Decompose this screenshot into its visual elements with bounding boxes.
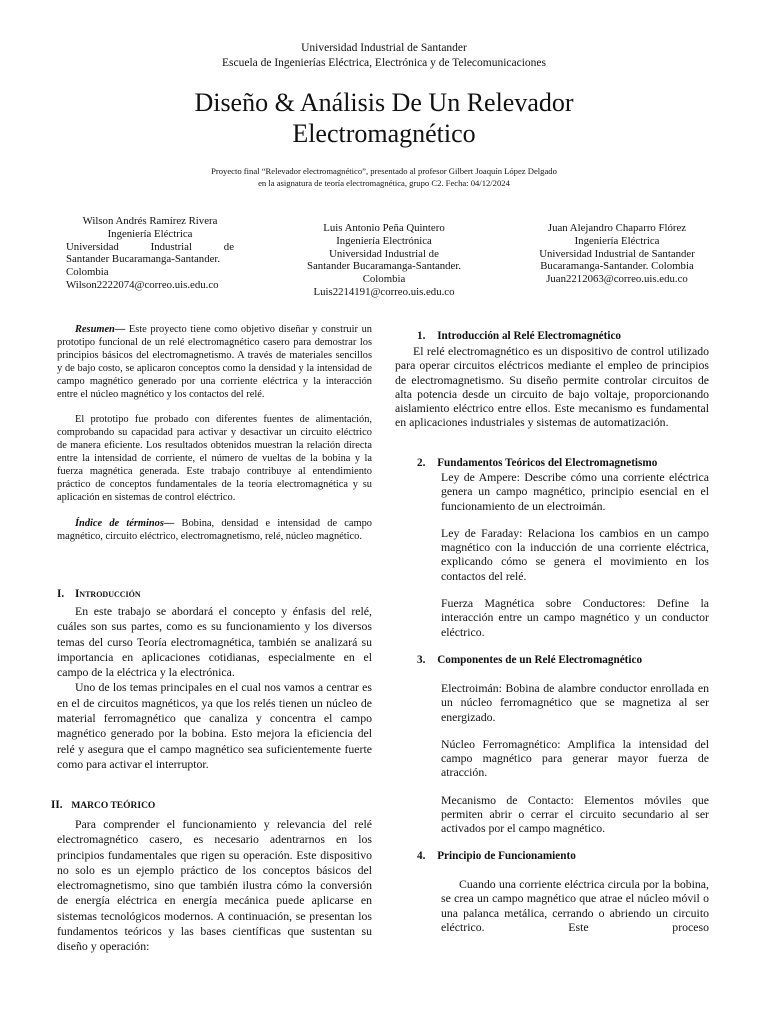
section-1-paragraph-1: En este trabajo se abordará el concepto y énfasis del relé, cuáles son sus partes, como es su funcionamiento y los diversos temas del curso Teoría electromagnética, también se analizará su importancia en aplicaciones cotidianas, especialmente en el campo de la eléctrica y la electrónica. bbox=[57, 604, 372, 680]
author-country: Colombia bbox=[66, 266, 109, 279]
paper-subtitle bbox=[120, 166, 648, 189]
author-email: Luis2214191@correo.uis.edu.co bbox=[313, 285, 455, 298]
subtitle-line-1: Proyecto final “Relevador electromagnético”, presentado al profesor Gilbert Joaquín López Delgado bbox=[211, 166, 557, 176]
subsection-1-title: Introducción al Relé Electromagnético bbox=[437, 330, 622, 342]
subsection-2-heading bbox=[417, 457, 657, 469]
paper-title bbox=[100, 87, 668, 149]
section-1-body bbox=[57, 604, 372, 772]
subsection-4-number: 4. bbox=[417, 850, 426, 862]
abstract bbox=[57, 324, 372, 544]
section-2-body bbox=[57, 817, 372, 955]
author-program: Ingeniería Electrónica bbox=[336, 234, 432, 247]
author-name: Juan Alejandro Chaparro Flórez bbox=[547, 222, 687, 234]
section-1-heading bbox=[57, 588, 372, 600]
index-terms-text: Bobina, densidad e intensidad de campo magnético, circuito eléctrico, electromagnetismo, relé, núcleo magnético. bbox=[57, 517, 372, 542]
ferromagnetic-core: Núcleo Ferromagnético: Amplifica la intensidad del campo magnético para generar mayor fuerza de atracción. bbox=[441, 736, 709, 780]
section-1-number: I. bbox=[57, 588, 65, 600]
author-email: Wilson2222074@correo.uis.edu.co bbox=[66, 278, 219, 291]
subsection-3-heading bbox=[417, 654, 642, 666]
author-affiliation-2: Santander Bucaramanga-Santander. bbox=[66, 253, 221, 266]
school-name: Escuela de Ingenierías Eléctrica, Electrónica y de Telecomunicaciones bbox=[221, 57, 547, 69]
title-line-2: Electromagnético bbox=[292, 119, 476, 148]
author-2 bbox=[292, 222, 476, 299]
author-country: Colombia bbox=[362, 273, 406, 286]
author-name: Wilson Andrés Ramírez Rivera bbox=[82, 215, 218, 227]
subtitle-line-2: en la asignatura de teoría electromagnética, grupo C2. Fecha: 04/12/2024 bbox=[258, 177, 510, 188]
author-program: Ingeniería Eléctrica bbox=[107, 227, 193, 240]
subsection-4-title: Principio de Funcionamiento bbox=[437, 850, 576, 862]
abstract-label: Resumen— bbox=[75, 324, 126, 335]
author-program: Ingeniería Eléctrica bbox=[574, 234, 660, 247]
subsection-1-body bbox=[395, 344, 709, 430]
author-affiliation-2: Bucaramanga-Santander. Colombia bbox=[540, 260, 694, 273]
working-principle: Cuando una corriente eléctrica circula por la bobina, se crea un campo magnético que atrae el núcleo móvil o una palanca metálica, cerrando o abriendo un circuito eléctrico. Este proceso bbox=[441, 877, 709, 934]
author-affiliation-2: Santander Bucaramanga-Santander. bbox=[306, 260, 462, 273]
section-2-title: MARCO TEÓRICO bbox=[71, 801, 156, 811]
subsection-1-text: El relé electromagnético es un dispositivo de control utilizado para operar circuitos eléctricos mediante el empleo de principios de electromagnetismo. Su diseño permite controlar circuitos de alta potencia desde un circuito de bajo voltaje, proporcionando aislamiento eléctrico entre ellos. Este mecanismo es fundamental en aplicaciones industriales y sistemas de automatización. bbox=[395, 344, 709, 430]
index-terms-label: Índice de términos— bbox=[75, 517, 175, 529]
section-2-number: II. bbox=[51, 799, 63, 811]
subsection-2-body bbox=[441, 470, 709, 639]
author-affiliation: Universidad Industrial de Santander bbox=[539, 247, 695, 260]
faraday-law: Ley de Faraday: Relaciona los cambios en un campo magnético con la inducción de una corriente eléctrica, explicando cómo se genera el movimiento en los contactos del relé. bbox=[441, 525, 709, 583]
ampere-law: Ley de Ampere: Describe cómo una corriente eléctrica genera un campo magnético, principio esencial en el funcionamiento de un electroimán. bbox=[441, 470, 709, 513]
subsection-2-number: 2. bbox=[417, 457, 426, 469]
author-affiliation: Universidad Industrial de bbox=[66, 240, 234, 253]
subsection-2-title: Fundamentos Teóricos del Electromagnetismo bbox=[437, 457, 658, 469]
section-2-paragraph-1: Para comprender el funcionamiento y relevancia del relé electromagnético casero, es necesario adentrarnos en los principios fundamentales que rigen su operación. Este dispositivo no solo es un ejemplo práctico de los conceptos básicos del electromagnetismo, sino que también ilustra cómo la conversión de energía eléctrica en energía mecánica puede aplicarse en sistemas tecnológicos modernos. A continuación, se presentan los fundamentos teóricos y las bases científicas que sustentan su diseño y operación: bbox=[57, 817, 372, 954]
author-email: Juan2212063@correo.uis.edu.co bbox=[546, 273, 688, 286]
title-line-1: Diseño & Análisis De Un Relevador bbox=[194, 88, 574, 117]
author-1 bbox=[66, 215, 234, 292]
subsection-1-heading bbox=[417, 330, 621, 342]
subsection-4-heading bbox=[417, 850, 576, 862]
electromagnet: Electroimán: Bobina de alambre conductor enrollada en un núcleo ferromagnético que se magnetiza al ser energizado. bbox=[441, 681, 709, 724]
author-name: Luis Antonio Peña Quintero bbox=[323, 222, 445, 234]
subsection-1-number: 1. bbox=[417, 330, 426, 342]
author-affiliation: Universidad Industrial de bbox=[329, 247, 439, 260]
university-name: Universidad Industrial de Santander bbox=[301, 42, 467, 54]
subsection-3-body bbox=[441, 681, 709, 836]
subsection-3-number: 3. bbox=[417, 654, 426, 666]
abstract-paragraph-1: Este proyecto tiene como objetivo diseñar y construir un prototipo funcional de un relé electromagnético casero para demostrar los principios básicos del electromagnetismo. A través de materiales sencillos y de bajo costo, se aplicaron conceptos como la densidad y la intensidad de campo magnético generado por una corriente eléctrica y la interacción entre el núcleo magnético y los contactos del relé. bbox=[57, 324, 372, 400]
subsection-4-body bbox=[441, 877, 709, 934]
section-1-paragraph-2: Uno de los temas principales en el cual nos vamos a centrar es en el de circuitos magnéticos, ya que los relés tienen un núcleo de material ferromagnético que canaliza y concentra el campo magnético generado por la bobina. Esto mejora la eficiencia del relé y asegura que el campo magnético sea suficientemente fuerte como para activar el interruptor. bbox=[57, 680, 372, 771]
section-1-title: Introducción bbox=[74, 588, 141, 600]
abstract-paragraph-2: El prototipo fue probado con diferentes fuentes de alimentación, comprobando su capacidad para activar y desactivar un circuito eléctrico de manera eficiente. Los resultados obtenidos muestran la relación directa entre la intensidad de corriente, el número de vueltas de la bobina y la fuerza magnética generada. Este trabajo contribuye al entendimiento práctico de conceptos fundamentales de la teoría electromagnética y su aplicación en sistemas de control eléctrico. bbox=[57, 414, 372, 503]
contact-mechanism: Mecanismo de Contacto: Elementos móviles que permiten abrir o cerrar el circuito secundario al ser activados por el campo magnético. bbox=[441, 792, 709, 836]
section-2-heading bbox=[51, 799, 366, 811]
magnetic-force: Fuerza Magnética sobre Conductores: Define la interacción entre un campo magnético y un conductor eléctrico. bbox=[441, 596, 709, 639]
author-3 bbox=[522, 222, 712, 286]
subsection-3-title: Componentes de un Relé Electromagnético bbox=[437, 654, 643, 666]
